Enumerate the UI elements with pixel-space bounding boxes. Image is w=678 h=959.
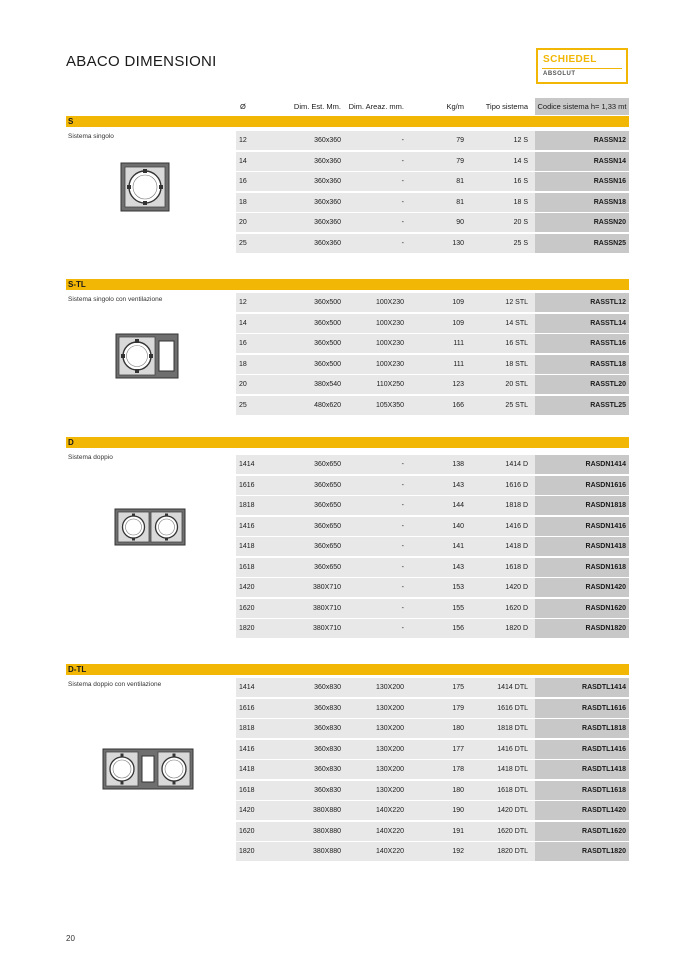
cell-system-type: 1420 DTL (497, 807, 528, 814)
cell-system-type: 1418 D (505, 543, 528, 550)
cell-weight: 180 (452, 786, 464, 794)
cell-diameter: 1616 (239, 481, 255, 489)
header-diameter: Ø (240, 102, 246, 111)
cell-outer-dim: 360x830 (314, 766, 341, 773)
cell-outer-dim: 360x360 (314, 219, 341, 226)
cell-system-code: RASDTL1418 (535, 760, 629, 779)
cell-weight: 191 (452, 827, 464, 835)
cell-outer-dim: 380X710 (312, 584, 341, 591)
cell-weight: 179 (452, 704, 464, 712)
cell-diameter: 1818 (239, 725, 255, 732)
cell-diameter: 16 (239, 340, 247, 347)
cell-weight: 192 (452, 848, 464, 855)
cell-diameter: 1620 (239, 604, 255, 612)
section-name: D (68, 438, 74, 447)
section-name: S (68, 117, 74, 126)
cell-system-type: 25 S (513, 239, 528, 247)
cell-weight: 109 (452, 299, 464, 306)
cell-weight: 166 (452, 401, 464, 409)
section-bar (66, 664, 629, 675)
cell-diameter: 25 (239, 239, 247, 247)
cell-outer-dim: 380X710 (312, 625, 341, 632)
cell-vent-dim: 140X220 (375, 848, 404, 855)
cell-weight: 177 (452, 745, 464, 753)
cell-vent-dim: - (401, 502, 404, 509)
cell-system-type: 1818 D (505, 502, 528, 509)
table-row (236, 822, 629, 841)
cell-vent-dim: - (401, 137, 404, 144)
cell-outer-dim: 360x650 (314, 502, 341, 509)
cell-vent-dim: - (401, 563, 404, 571)
cell-system-code: RASDN1420 (535, 578, 629, 597)
cell-diameter: 20 (239, 219, 247, 226)
cell-diameter: 14 (239, 157, 247, 165)
cell-vent-dim: - (401, 239, 404, 247)
table-row (236, 131, 629, 150)
cell-system-type: 20 STL (505, 381, 528, 388)
cell-outer-dim: 380X710 (312, 604, 341, 612)
section-description: Sistema singolo con ventilazione (68, 296, 163, 303)
cell-diameter: 1416 (239, 745, 255, 753)
cell-system-type: 20 S (513, 219, 528, 226)
section-bar (66, 279, 629, 290)
cell-weight: 140 (452, 522, 464, 530)
cell-system-code: RASSTL16 (535, 334, 629, 353)
cell-system-type: 1820 D (505, 625, 528, 632)
table-row (236, 293, 629, 312)
cell-outer-dim: 360x500 (314, 340, 341, 347)
cell-outer-dim: 360x500 (314, 299, 341, 306)
cell-system-code: RASDTL1820 (535, 842, 629, 861)
double-flue-ventilated-diagram (102, 748, 194, 790)
cell-outer-dim: 360x360 (314, 198, 341, 206)
cell-weight: 81 (456, 198, 464, 206)
table-row (236, 334, 629, 353)
table-row (236, 172, 629, 191)
table-row (236, 476, 629, 495)
cell-system-code: RASSN25 (535, 234, 629, 253)
table-row (236, 578, 629, 597)
table-row (236, 699, 629, 718)
cell-system-type: 1618 D (505, 563, 528, 571)
table-row (236, 517, 629, 536)
cell-diameter: 12 (239, 299, 247, 306)
cell-outer-dim: 360x830 (314, 684, 341, 691)
cell-outer-dim: 360x360 (314, 178, 341, 185)
cell-system-type: 16 S (513, 178, 528, 185)
cell-vent-dim: - (401, 178, 404, 185)
header-vent-dim: Dim. Areaz. mm. (348, 102, 404, 111)
cell-system-code: RASDN1418 (535, 537, 629, 556)
cell-vent-dim: 130X200 (375, 786, 404, 794)
brand-product: ABSOLUT (543, 71, 576, 77)
cell-diameter: 1416 (239, 522, 255, 530)
cell-outer-dim: 480x620 (314, 401, 341, 409)
cell-weight: 156 (452, 625, 464, 632)
cell-system-code: RASSTL25 (535, 396, 629, 415)
single-flue-diagram (120, 162, 170, 212)
cell-diameter: 1818 (239, 502, 255, 509)
cell-diameter: 16 (239, 178, 247, 185)
cell-weight: 111 (453, 340, 464, 347)
section-description: Sistema doppio con ventilazione (68, 681, 162, 688)
cell-outer-dim: 380x540 (314, 381, 341, 388)
cell-vent-dim: - (401, 625, 404, 632)
section-description: Sistema singolo (68, 133, 114, 140)
cell-system-code: RASSN20 (535, 213, 629, 232)
table-row (236, 234, 629, 253)
cell-system-code: RASDN1620 (535, 599, 629, 618)
cell-outer-dim: 360x360 (314, 157, 341, 165)
brand-name: SCHIEDEL (543, 54, 597, 65)
cell-weight: 138 (452, 461, 464, 468)
cell-outer-dim: 360x830 (314, 786, 341, 794)
table-row (236, 152, 629, 171)
cell-system-type: 1618 DTL (497, 786, 528, 794)
cell-system-code: RASDN1416 (535, 517, 629, 536)
cell-diameter: 1418 (239, 766, 255, 773)
cell-system-code: RASSN12 (535, 131, 629, 150)
cell-weight: 144 (452, 502, 464, 509)
cell-vent-dim: - (401, 604, 404, 612)
cell-diameter: 1414 (239, 461, 255, 468)
cell-outer-dim: 360x830 (314, 704, 341, 712)
cell-diameter: 1616 (239, 704, 255, 712)
cell-system-code: RASDTL1616 (535, 699, 629, 718)
cell-system-code: RASDTL1414 (535, 678, 629, 697)
cell-diameter: 1618 (239, 786, 255, 794)
table-row (236, 375, 629, 394)
cell-system-code: RASSN18 (535, 193, 629, 212)
cell-system-type: 1420 D (505, 584, 528, 591)
section-d-tl (66, 664, 629, 864)
table-row (236, 760, 629, 779)
cell-weight: 81 (456, 178, 464, 185)
cell-weight: 178 (452, 766, 464, 773)
cell-weight: 79 (456, 157, 464, 165)
cell-weight: 130 (452, 239, 464, 247)
cell-system-type: 1818 DTL (497, 725, 528, 732)
cell-system-code: RASSN16 (535, 172, 629, 191)
cell-system-type: 12 STL (505, 299, 528, 306)
cell-diameter: 1618 (239, 563, 255, 571)
cell-vent-dim: 130X200 (375, 766, 404, 773)
cell-system-type: 1414 DTL (497, 684, 528, 691)
cell-system-code: RASSTL12 (535, 293, 629, 312)
header-system-type: Tipo sistema (485, 102, 528, 111)
cell-outer-dim: 380X880 (312, 827, 341, 835)
cell-vent-dim: 100X230 (375, 299, 404, 306)
table-row (236, 455, 629, 474)
cell-system-code: RASDN1616 (535, 476, 629, 495)
table-row (236, 740, 629, 759)
table-row (236, 558, 629, 577)
cell-vent-dim: 110X250 (376, 381, 404, 388)
cell-outer-dim: 360x360 (314, 239, 341, 247)
section-name: S-TL (68, 280, 86, 289)
cell-vent-dim: - (401, 522, 404, 530)
cell-outer-dim: 380X880 (312, 848, 341, 855)
cell-diameter: 1418 (239, 543, 255, 550)
cell-vent-dim: 105X350 (375, 401, 404, 409)
cell-vent-dim: - (401, 584, 404, 591)
cell-weight: 109 (452, 319, 464, 327)
cell-weight: 79 (456, 137, 464, 144)
cell-vent-dim: 100X230 (375, 319, 404, 327)
cell-outer-dim: 360x500 (314, 319, 341, 327)
cell-system-type: 16 STL (505, 340, 528, 347)
cell-weight: 153 (452, 584, 464, 591)
header-weight: Kg/m (446, 102, 464, 111)
table-row (236, 193, 629, 212)
cell-weight: 90 (456, 219, 464, 226)
cell-vent-dim: 100X230 (375, 360, 404, 368)
page-title: ABACO DIMENSIONI (66, 53, 217, 70)
cell-outer-dim: 360x650 (314, 543, 341, 550)
table-row (236, 719, 629, 738)
cell-weight: 175 (452, 684, 464, 691)
cell-weight: 155 (452, 604, 464, 612)
cell-diameter: 1420 (239, 807, 255, 814)
table-row (236, 781, 629, 800)
cell-vent-dim: 140X220 (375, 807, 404, 814)
cell-system-type: 14 STL (505, 319, 528, 327)
cell-outer-dim: 360x650 (314, 522, 341, 530)
cell-vent-dim: 130X200 (375, 704, 404, 712)
cell-system-code: RASSTL14 (535, 314, 629, 333)
section-s-tl (66, 279, 629, 419)
cell-diameter: 1820 (239, 625, 255, 632)
table-row (236, 396, 629, 415)
header-system-code: Codice sistema h= 1,33 mt (535, 98, 629, 115)
cell-weight: 141 (452, 543, 464, 550)
cell-vent-dim: 130X200 (375, 745, 404, 753)
cell-vent-dim: - (401, 157, 404, 165)
cell-diameter: 14 (239, 319, 247, 327)
table-row (236, 537, 629, 556)
cell-diameter: 1620 (239, 827, 255, 835)
cell-diameter: 18 (239, 198, 247, 206)
cell-vent-dim: - (401, 461, 404, 468)
cell-system-type: 1616 D (505, 481, 528, 489)
cell-diameter: 1414 (239, 684, 255, 691)
cell-vent-dim: - (401, 543, 404, 550)
cell-system-code: RASDTL1416 (535, 740, 629, 759)
cell-outer-dim: 360x650 (314, 461, 341, 468)
cell-weight: 143 (452, 481, 464, 489)
cell-system-code: RASSTL20 (535, 375, 629, 394)
cell-system-type: 1416 DTL (497, 745, 528, 753)
cell-outer-dim: 360x650 (314, 481, 341, 489)
cell-diameter: 25 (239, 401, 247, 409)
cell-weight: 190 (452, 807, 464, 814)
cell-weight: 180 (452, 725, 464, 732)
section-d (66, 437, 629, 647)
header-outer-dim: Dim. Est. Mm. (293, 102, 341, 111)
brand-logo (536, 48, 628, 84)
cell-outer-dim: 360x830 (314, 725, 341, 732)
cell-system-type: 1416 D (505, 522, 528, 530)
cell-system-type: 1620 DTL (497, 827, 528, 835)
cell-vent-dim: - (401, 219, 404, 226)
cell-diameter: 18 (239, 360, 247, 368)
cell-system-type: 1620 D (505, 604, 528, 612)
table-row (236, 496, 629, 515)
table-row (236, 619, 629, 638)
cell-system-code: RASDN1414 (535, 455, 629, 474)
cell-outer-dim: 380X880 (312, 807, 341, 814)
cell-vent-dim: - (401, 481, 404, 489)
table-row (236, 213, 629, 232)
cell-system-type: 1820 DTL (497, 848, 528, 855)
cell-system-type: 12 S (513, 137, 528, 144)
single-flue-ventilated-diagram (115, 333, 179, 379)
cell-outer-dim: 360x360 (314, 137, 341, 144)
cell-system-code: RASDTL1420 (535, 801, 629, 820)
cell-system-type: 18 STL (505, 360, 528, 368)
cell-diameter: 12 (239, 137, 247, 144)
section-s (66, 116, 629, 256)
cell-system-type: 1414 D (505, 461, 528, 468)
cell-system-code: RASSN14 (535, 152, 629, 171)
cell-system-type: 1418 DTL (497, 766, 528, 773)
cell-system-code: RASDTL1618 (535, 781, 629, 800)
table-row (236, 801, 629, 820)
cell-vent-dim: 100X230 (375, 340, 404, 347)
cell-system-type: 1616 DTL (497, 704, 528, 712)
cell-system-code: RASSTL18 (535, 355, 629, 374)
cell-vent-dim: 140X220 (375, 827, 404, 835)
cell-system-type: 25 STL (505, 401, 528, 409)
table-header (236, 98, 629, 115)
cell-outer-dim: 360x650 (314, 563, 341, 571)
cell-weight: 111 (453, 360, 464, 368)
cell-vent-dim: 130X200 (375, 725, 404, 732)
section-description: Sistema doppio (68, 454, 113, 461)
double-flue-diagram (114, 508, 186, 546)
page-number: 20 (66, 934, 75, 943)
section-name: D-TL (68, 665, 87, 674)
table-row (236, 314, 629, 333)
cell-system-code: RASDN1820 (535, 619, 629, 638)
cell-system-code: RASDTL1818 (535, 719, 629, 738)
cell-system-type: 18 S (513, 198, 528, 206)
cell-diameter: 1420 (239, 584, 255, 591)
cell-vent-dim: - (401, 198, 404, 206)
table-row (236, 599, 629, 618)
cell-system-code: RASDN1818 (535, 496, 629, 515)
cell-weight: 143 (452, 563, 464, 571)
section-bar (66, 116, 629, 127)
cell-system-code: RASDTL1620 (535, 822, 629, 841)
cell-diameter: 20 (239, 381, 247, 388)
cell-system-code: RASDN1618 (535, 558, 629, 577)
brand-rule (542, 68, 622, 69)
cell-vent-dim: 130X200 (375, 684, 404, 691)
cell-system-type: 14 S (513, 157, 528, 165)
cell-weight: 123 (452, 381, 464, 388)
cell-outer-dim: 360x500 (314, 360, 341, 368)
section-bar (66, 437, 629, 448)
table-row (236, 355, 629, 374)
cell-diameter: 1820 (239, 848, 255, 855)
table-row (236, 678, 629, 697)
cell-outer-dim: 360x830 (314, 745, 341, 753)
table-row (236, 842, 629, 861)
